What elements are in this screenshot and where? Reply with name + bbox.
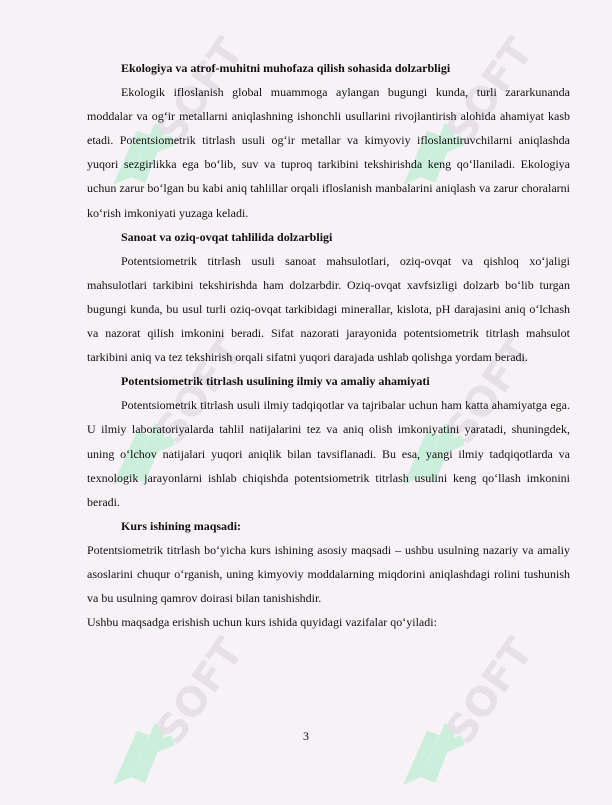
body-paragraph: Potentsiometrik titrlash bo‘yicha kurs ishining asosiy maqsadi – ushbu usulning nazariy va amaliy asoslarini chuqur o‘rganish, uning kimyoviy moddalarning miqdorini aniqlashdagi rolini tushunish va bu usulning qamrov doirasi bilan tanishishdir.: [87, 542, 570, 606]
document-body: [87, 56, 570, 634]
section-heading: Kurs ishining maqsadi:: [121, 518, 242, 533]
body-paragraph: Potentsiometrik titrlash usuli sanoat mahsulotlari, oziq-ovqat va qishloq xo‘jaligi mahsulotlari tarkibini tekshirishda ham dolzarbdir. Oziq-ovqat xavfsizligi dolzarb bo‘lib turgan bugungi kunda, bu usul turli oziq-ovqat tarkibidagi minerallar, kislota, pH darajasini aniq o‘lchash va nazorat qilish imkonini beradi. Sifat nazorati jarayonida potentsiometrik titrlash mahsulot tarkibini aniq va tez tekshirish orqali sifatni yuqori darajada ushlab qolishga yordam beradi.: [87, 253, 570, 365]
body-paragraph: Potentsiometrik titrlash usuli ilmiy tadqiqotlar va tajribalar uchun ham katta ahamiyatga ega. U ilmiy laboratoriyalarda tahlil natijalarini tez va aniq olish imkoniyatini yaratadi, shuningdek, uning o‘lchov natijalari yuqori aniqlik bilan tavsiflanadi. Bu esa, yangi ilmiy tadqiqotlarda va texnologik jarayonlarni ishlab chiqishda potentsiometrik titrlash usulini keng qo‘llash imkonini beradi.: [87, 398, 570, 509]
page-number: 3: [303, 729, 309, 743]
soft-logo-watermark: [375, 635, 545, 805]
soft-logo-watermark: [85, 635, 255, 805]
section-heading: Potentsiometrik titrlash usulining ilmiy va amaliy ahamiyati: [121, 374, 430, 389]
body-paragraph: Ekologik ifloslanish global muammoga aylangan bugungi kunda, turli zararkunanda moddalar va og‘ir metallarni aniqlashning ishonchli usullarini rivojlantirish alohida ahamiyat kasb etadi. Potentsiometrik titrlash usuli og‘ir metallar va kimyoviy ifloslantiruvchilarni aniqlashda yuqori sezgirlikka ega bo‘lib, suv va tuproq tarkibini tekshirishda keng qo‘llaniladi. Ekologiya uchun zarur bo‘lgan bu kabi aniq tahlillar orqali ifloslanish manbalarini aniqlash va zarur choralarni ko‘rish imkoniyati yuzaga keladi.: [87, 85, 570, 220]
body-paragraph: Ushbu maqsadga erishish uchun kurs ishida quyidagi vazifalar qo‘yiladi:: [87, 615, 437, 630]
section-heading: Ekologiya va atrof-muhitni muhofaza qilish sohasida dolzarbligi: [121, 61, 451, 75]
section-heading: Sanoat va oziq-ovqat tahlilida dolzarbligi: [121, 229, 333, 244]
